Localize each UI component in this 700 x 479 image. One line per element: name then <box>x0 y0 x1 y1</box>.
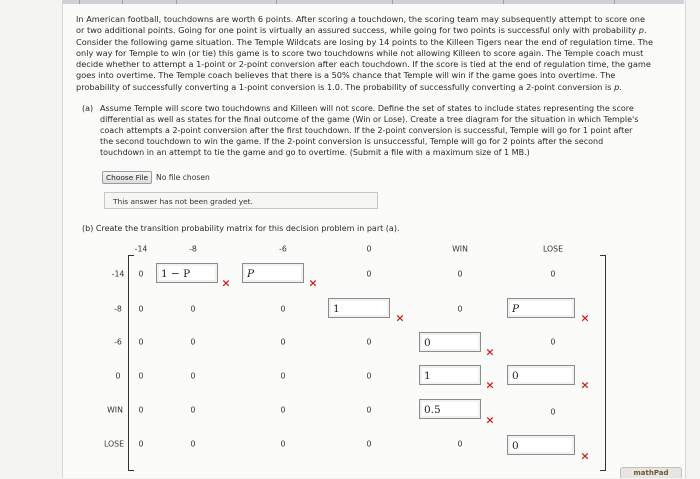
matrix-cell: 0 <box>138 337 144 347</box>
matrix-cell: 0 <box>280 371 286 381</box>
file-status: No file chosen <box>156 173 210 182</box>
answer-box-r4-c4[interactable]: 0.5 <box>419 399 481 419</box>
row-header: -6 <box>114 337 122 347</box>
matrix-right-bracket <box>600 255 606 471</box>
matrix-cell: 0 <box>138 405 144 415</box>
answer-box-r1-c3[interactable]: 1 <box>328 298 390 318</box>
col-header: -6 <box>279 244 287 254</box>
incorrect-mark: × <box>580 378 590 392</box>
answer-box-r2-c4[interactable]: 0 <box>419 332 481 352</box>
answer-box-r3-c5[interactable]: 0 <box>507 365 575 385</box>
transition-matrix <box>92 236 605 470</box>
progress-strip <box>62 0 684 4</box>
problem-statement: In American football, touchdowns are worth 6 points. After scoring a touchdown, the scoring team may subsequently attempt to score one or two additional points. Going for one point is virtually an assured success, while going for two points is successful only with probability p. Consider the following game situation. The Temple Wildcats are losing by 14 points to the Killeen Tigers near the end of regulation time. The only way for Temple to win (or tie) this game is to score two touchdowns while not allowing Killeen to score again. The Temple coach must decide whether to attempt a 1-point or 2-point conversion after each touchdown. If the score is tied at the end of regulation time, the game goes into overtime. The Temple coach believes that there is a 50% chance that Temple will win if the game goes into overtime. The probability of successfully converting a 1-point conversion is 1.0. The probability of successfully converting a 2-point conversion is p. <box>76 14 653 92</box>
matrix-cell: 0 <box>190 304 196 314</box>
matrix-cell: 0 <box>138 371 144 381</box>
graded-notice: This answer has not been graded yet. <box>104 192 378 209</box>
matrix-cell: 0 <box>550 269 556 279</box>
matrix-cell: 0 <box>280 304 286 314</box>
row-header: -14 <box>111 269 125 279</box>
matrix-cell: 0 <box>280 405 286 415</box>
matrix-cell: 0 <box>457 439 463 449</box>
matrix-cell: 0 <box>138 269 144 279</box>
col-header: -8 <box>189 244 197 254</box>
file-upload <box>102 171 210 184</box>
matrix-cell: 0 <box>190 371 196 381</box>
matrix-left-bracket <box>128 255 134 471</box>
part-b-label: (b) Create the transition probability matrix for this decision problem in part (a). <box>82 224 400 233</box>
answer-box-r0-c1[interactable]: 1 − P <box>156 263 218 283</box>
matrix-cell: 0 <box>190 439 196 449</box>
row-header: WIN <box>107 405 123 415</box>
incorrect-mark: × <box>485 345 495 359</box>
matrix-cell: 0 <box>280 337 286 347</box>
matrix-cell: 0 <box>138 304 144 314</box>
col-header: WIN <box>452 244 468 254</box>
matrix-cell: 0 <box>190 405 196 415</box>
matrix-cell: 0 <box>280 439 286 449</box>
row-header: 0 <box>115 371 121 381</box>
col-header: 0 <box>366 244 372 254</box>
matrix-cell: 0 <box>366 439 372 449</box>
matrix-cell: 0 <box>550 407 556 417</box>
matrix-cell: 0 <box>550 337 556 347</box>
incorrect-mark: × <box>485 413 495 427</box>
incorrect-mark: × <box>580 311 590 325</box>
incorrect-mark: × <box>221 276 231 290</box>
matrix-cell: 0 <box>366 269 372 279</box>
part-a-question: (a) Assume Temple will score two touchdowns and Killeen will not score. Define the set of states to include states representing the score differential as well as states for the final outcome of the game (Win or Lose). Create a tree diagram for the situation in which Temple's coach attempts a 2-point conversion after the first touchdown. If the 2-point conversion is successful, Temple will go for 1 point after the second touchdown to win the game. If the 2-point conversion is unsuccessful, Temple will go for 2 points after the second touchdown in an attempt to tie the game and go to overtime. (Submit a file with a maximum size of 1 MB.) <box>82 104 639 157</box>
choose-file-button[interactable]: Choose File <box>102 171 152 184</box>
row-header: LOSE <box>103 439 125 449</box>
answer-box-r5-c5[interactable]: 0 <box>507 435 575 455</box>
matrix-cell: 0 <box>366 337 372 347</box>
part-a-label: (a) <box>82 104 94 113</box>
mathpad-tab[interactable]: mathPad <box>620 467 682 478</box>
incorrect-mark: × <box>580 449 590 463</box>
incorrect-mark: × <box>485 378 495 392</box>
answer-box-r1-c5[interactable]: P <box>507 298 575 318</box>
matrix-cell: 0 <box>366 405 372 415</box>
matrix-cell: 0 <box>457 269 463 279</box>
row-header: -8 <box>114 304 122 314</box>
col-header: LOSE <box>542 244 564 254</box>
answer-box-r0-c2[interactable]: P <box>242 263 304 283</box>
matrix-cell: 0 <box>138 439 144 449</box>
incorrect-mark: × <box>308 276 318 290</box>
matrix-cell: 0 <box>190 337 196 347</box>
col-header: -14 <box>134 244 148 254</box>
incorrect-mark: × <box>395 311 405 325</box>
matrix-cell: 0 <box>366 371 372 381</box>
answer-box-r3-c4[interactable]: 1 <box>419 365 481 385</box>
matrix-cell: 0 <box>457 304 463 314</box>
